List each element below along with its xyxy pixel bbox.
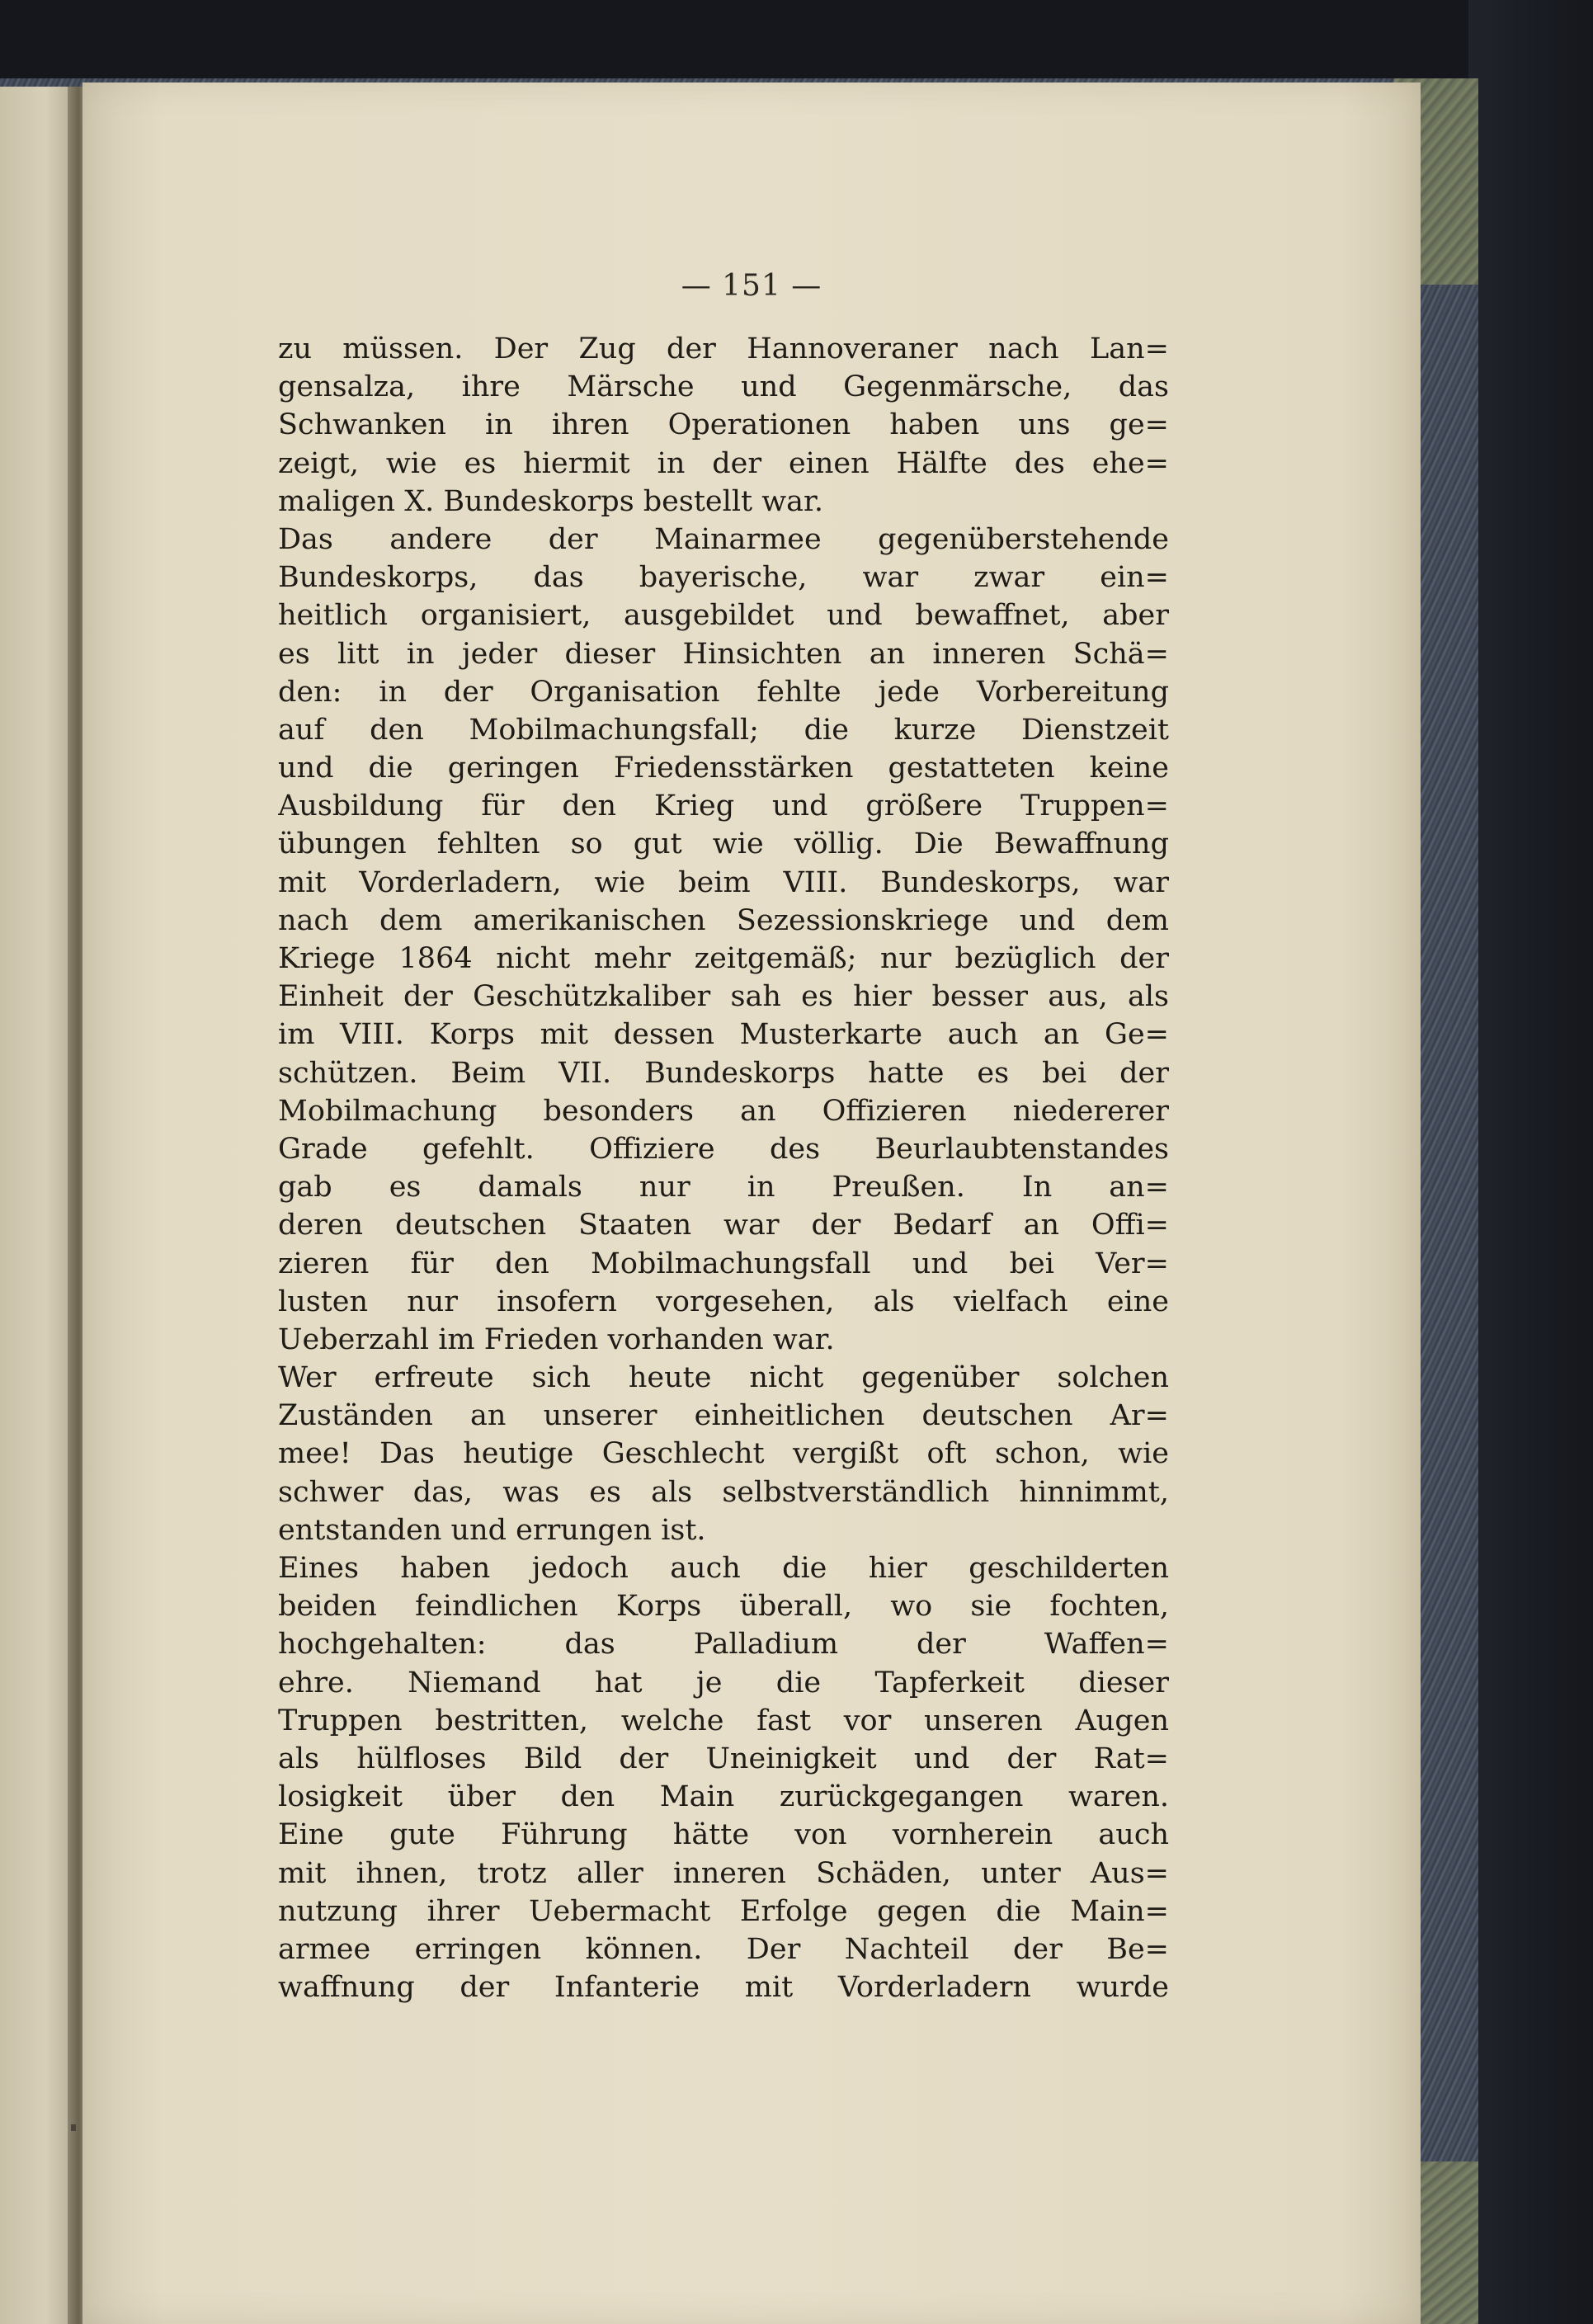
text-line: gensalza, ihre Märsche und Gegenmärsche, das [278,370,1169,404]
text-line: Grade gefehlt. Offiziere des Beurlaubtenstandes [278,1132,1169,1166]
text-line: zu müssen. Der Zug der Hannoveraner nach Lan= [278,332,1169,365]
text-line: nach dem amerikanischen Sezessionskriege und dem [278,903,1169,937]
text-line: es litt in jeder dieser Hinsichten an inneren Schä= [278,637,1169,671]
text-line: Truppen bestritten, welche fast vor unseren Augen [278,1704,1169,1737]
text-line: losigkeit über den Main zurückgegangen waren. [278,1780,1169,1814]
text-line: heitlich organisiert, ausgebildet und bewaffnet, aber [278,599,1169,633]
text-line: den: in der Organisation fehlte jede Vorbereitung [278,675,1169,709]
text-line: und die geringen Friedensstärken gestatteten keine [278,752,1169,785]
text-line: Das andere der Mainarmee gegenüberstehende [278,522,1169,556]
text-line: mee! Das heutige Geschlecht vergißt oft schon, wie [278,1437,1169,1471]
text-line: Wer erfreute sich heute nicht gegenüber solchen [278,1361,1169,1395]
text-line: Kriege 1864 nicht mehr zeitgemäß; nur bezüglich der [278,942,1169,975]
text-line: zieren für den Mobilmachungsfall und bei Ver= [278,1247,1169,1280]
text-line: gab es damals nur in Preußen. In an= [278,1171,1169,1204]
text-line: Eines haben jedoch auch die hier geschilderten [278,1552,1169,1585]
text-line: Ausbildung für den Krieg und größere Truppen= [278,790,1169,823]
text-line: lusten nur insofern vorgesehen, als vielfach eine [278,1285,1169,1318]
text-line: Einheit der Geschützkaliber sah es hier besser aus, als [278,980,1169,1014]
text-line: übungen fehlten so gut wie völlig. Die Bewaffnung [278,827,1169,861]
text-line: beiden feindlichen Korps überall, wo sie fochten, [278,1590,1169,1624]
text-line: auf den Mobilmachungsfall; die kurze Dienstzeit [278,713,1169,747]
text-line: nutzung ihrer Uebermacht Erfolge gegen die Main= [278,1894,1169,1928]
text-line: Schwanken in ihren Operationen haben uns ge= [278,408,1169,442]
text-line: Ueberzahl im Frieden vorhanden war. [278,1322,835,1356]
text-line: zeigt, wie es hiermit in der einen Hälfte des ehe= [278,446,1169,480]
text-line: ehre. Niemand hat je die Tapferkeit dieser [278,1666,1169,1699]
text-line: Eine gute Führung hätte von vornherein auch [278,1818,1169,1852]
dark-backdrop [1468,0,1593,2324]
book-page [82,82,1421,2324]
text-line: hochgehalten: das Palladium der Waffen= [278,1628,1169,1662]
text-line: schützen. Beim VII. Bundeskorps hatte es bei der [278,1056,1169,1090]
text-line: armee erringen können. Der Nachteil der Be= [278,1932,1169,1966]
text-line: Bundeskorps, das bayerische, war zwar ein= [278,561,1169,595]
text-line: schwer das, was es als selbstverständlich hinnimmt, [278,1475,1169,1509]
text-line: mit Vorderladern, wie beim VIII. Bundeskorps, war [278,865,1169,899]
text-line: maligen X. Bundeskorps bestellt war. [278,484,824,518]
text-line: Zuständen an unserer einheitlichen deutschen Ar= [278,1399,1169,1433]
text-line: mit ihnen, trotz aller inneren Schäden, unter Aus= [278,1856,1169,1890]
body-text [278,330,1169,2006]
text-line: waffnung der Infanterie mit Vorderladern wurde [278,1971,1169,2005]
text-line: im VIII. Korps mit dessen Musterkarte auch an Ge= [278,1018,1169,1052]
page-number: — 151 — [681,269,822,303]
left-page-edge [0,87,76,2324]
page-edge-mark [71,2124,76,2131]
text-line: entstanden und errungen ist. [278,1513,706,1547]
text-line: Mobilmachung besonders an Offizieren niedererer [278,1094,1169,1128]
text-line: als hülfloses Bild der Uneinigkeit und der Rat= [278,1742,1169,1775]
text-line: deren deutschen Staaten war der Bedarf an Offi= [278,1209,1169,1242]
